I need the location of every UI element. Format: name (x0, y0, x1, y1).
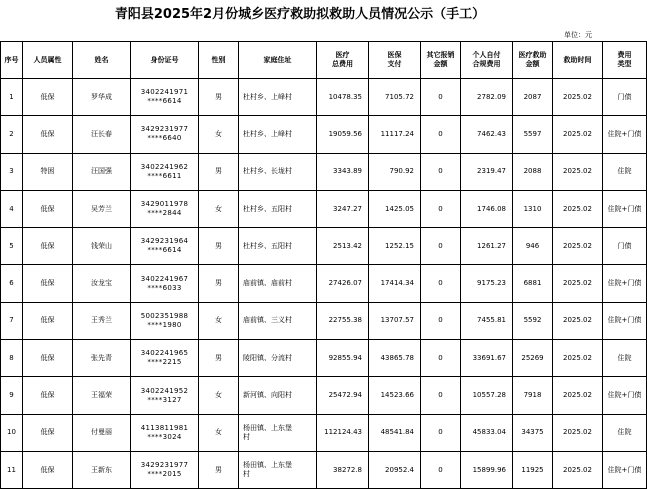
cell-name: 汪国强 (73, 153, 131, 190)
cell-time: 2025.02 (553, 153, 603, 190)
cell-address: 杜村乡、上峰村 (239, 79, 317, 116)
cell-other: 0 (421, 302, 461, 339)
cell-other: 0 (421, 190, 461, 227)
cell-attr: 低保 (23, 265, 73, 302)
page-title: 青阳县2025年2月份城乡医疗救助拟救助人员情况公示（手工） (114, 7, 486, 22)
cell-name: 汪长春 (73, 116, 131, 153)
cell-aid: 34375 (513, 414, 553, 451)
cell-aid: 6881 (513, 265, 553, 302)
header-row (1, 42, 647, 79)
cell-total: 27426.07 (317, 265, 369, 302)
cell-total: 3343.89 (317, 153, 369, 190)
cell-attr: 低保 (23, 377, 73, 414)
cell-type: 门债 (603, 79, 647, 116)
column-header: 人员属性 (23, 42, 73, 79)
cell-insurance: 1425.05 (369, 190, 421, 227)
cell-name: 钱荣山 (73, 228, 131, 265)
cell-sex: 男 (199, 79, 239, 116)
cell-self-pay: 15899.96 (461, 451, 513, 488)
cell-sex: 男 (199, 153, 239, 190)
cell-sex: 男 (199, 451, 239, 488)
cell-name: 王秀兰 (73, 302, 131, 339)
cell-name: 付曼丽 (73, 414, 131, 451)
table-row (1, 79, 647, 116)
cell-other: 0 (421, 340, 461, 377)
table-row (1, 116, 647, 153)
table-row (1, 340, 647, 377)
cell-sex: 男 (199, 228, 239, 265)
cell-other: 0 (421, 265, 461, 302)
cell-type: 住院+门债 (603, 377, 647, 414)
cell-self-pay: 2319.47 (461, 153, 513, 190)
cell-total: 38272.8 (317, 451, 369, 488)
cell-attr: 低保 (23, 451, 73, 488)
cell-self-pay: 2782.09 (461, 79, 513, 116)
column-header: 姓名 (73, 42, 131, 79)
cell-total: 2513.42 (317, 228, 369, 265)
cell-self-pay: 9175.23 (461, 265, 513, 302)
cell-time: 2025.02 (553, 414, 603, 451)
cell-sex: 男 (199, 340, 239, 377)
cell-self-pay: 1261.27 (461, 228, 513, 265)
cell-id: 3429231964 ****6614 (131, 228, 199, 265)
cell-insurance: 17414.34 (369, 265, 421, 302)
cell-id: 3402241952 ****3127 (131, 377, 199, 414)
cell-aid: 7918 (513, 377, 553, 414)
cell-no: 7 (1, 302, 23, 339)
column-header: 个人自付 合规费用 (461, 42, 513, 79)
cell-no: 10 (1, 414, 23, 451)
cell-address: 杜村乡、长垅村 (239, 153, 317, 190)
column-header: 序号 (1, 42, 23, 79)
cell-address: 庙前镇、三义村 (239, 302, 317, 339)
cell-type: 住院 (603, 414, 647, 451)
cell-time: 2025.02 (553, 302, 603, 339)
cell-attr: 低保 (23, 116, 73, 153)
cell-no: 4 (1, 190, 23, 227)
cell-self-pay: 10557.28 (461, 377, 513, 414)
cell-address: 杜村乡、五阳村 (239, 190, 317, 227)
cell-name: 张先青 (73, 340, 131, 377)
cell-sex: 女 (199, 377, 239, 414)
cell-no: 11 (1, 451, 23, 488)
cell-total: 3247.27 (317, 190, 369, 227)
table-row (1, 190, 647, 227)
cell-attr: 低保 (23, 302, 73, 339)
cell-time: 2025.02 (553, 377, 603, 414)
cell-self-pay: 7462.43 (461, 116, 513, 153)
cell-no: 6 (1, 265, 23, 302)
cell-total: 92855.94 (317, 340, 369, 377)
cell-self-pay: 1746.08 (461, 190, 513, 227)
cell-self-pay: 33691.67 (461, 340, 513, 377)
cell-other: 0 (421, 79, 461, 116)
cell-type: 住院 (603, 340, 647, 377)
table-row (1, 451, 647, 488)
cell-insurance: 790.92 (369, 153, 421, 190)
cell-aid: 2088 (513, 153, 553, 190)
cell-time: 2025.02 (553, 79, 603, 116)
cell-no: 9 (1, 377, 23, 414)
cell-id: 3402241967 ****6033 (131, 265, 199, 302)
cell-id: 3402241971 ****6614 (131, 79, 199, 116)
cell-other: 0 (421, 414, 461, 451)
cell-time: 2025.02 (553, 451, 603, 488)
cell-insurance: 13707.57 (369, 302, 421, 339)
cell-type: 住院+门债 (603, 190, 647, 227)
cell-time: 2025.02 (553, 116, 603, 153)
cell-total: 10478.35 (317, 79, 369, 116)
cell-name: 吴芳兰 (73, 190, 131, 227)
cell-id: 5002351988 ****1980 (131, 302, 199, 339)
column-header: 医疗救助 金额 (513, 42, 553, 79)
cell-type: 住院+门债 (603, 265, 647, 302)
cell-address: 庙前镇、庙前村 (239, 265, 317, 302)
aid-table (0, 41, 647, 489)
cell-total: 22755.38 (317, 302, 369, 339)
cell-address: 杨田镇、上东堡 村 (239, 451, 317, 488)
cell-id: 3429231977 ****6640 (131, 116, 199, 153)
column-header: 医疗 总费用 (317, 42, 369, 79)
cell-no: 5 (1, 228, 23, 265)
unit-label: 单位：元 (564, 31, 592, 39)
table-row (1, 377, 647, 414)
cell-name: 王新东 (73, 451, 131, 488)
cell-no: 8 (1, 340, 23, 377)
table-row (1, 302, 647, 339)
cell-type: 住院+门债 (603, 451, 647, 488)
cell-type: 住院+门债 (603, 116, 647, 153)
cell-sex: 女 (199, 302, 239, 339)
cell-name: 汝龙宝 (73, 265, 131, 302)
cell-aid: 1310 (513, 190, 553, 227)
column-header: 医保 支付 (369, 42, 421, 79)
cell-total: 25472.94 (317, 377, 369, 414)
cell-insurance: 48541.84 (369, 414, 421, 451)
cell-name: 罗华成 (73, 79, 131, 116)
cell-total: 112124.43 (317, 414, 369, 451)
cell-time: 2025.02 (553, 340, 603, 377)
table-row (1, 414, 647, 451)
cell-attr: 低保 (23, 228, 73, 265)
cell-address: 陵阳镇、分流村 (239, 340, 317, 377)
cell-type: 门债 (603, 228, 647, 265)
cell-other: 0 (421, 228, 461, 265)
cell-no: 1 (1, 79, 23, 116)
column-header: 身份证号 (131, 42, 199, 79)
cell-id: 3402241962 ****6611 (131, 153, 199, 190)
cell-aid: 946 (513, 228, 553, 265)
table-row (1, 153, 647, 190)
cell-time: 2025.02 (553, 228, 603, 265)
cell-no: 2 (1, 116, 23, 153)
cell-address: 杜村乡、五阳村 (239, 228, 317, 265)
cell-id: 3402241965 ****2215 (131, 340, 199, 377)
cell-sex: 男 (199, 265, 239, 302)
cell-address: 杜村乡、上峰村 (239, 116, 317, 153)
cell-attr: 低保 (23, 190, 73, 227)
cell-name: 王福荣 (73, 377, 131, 414)
cell-other: 0 (421, 377, 461, 414)
cell-aid: 11925 (513, 451, 553, 488)
cell-address: 杨田镇、上东堡 村 (239, 414, 317, 451)
cell-insurance: 11117.24 (369, 116, 421, 153)
cell-type: 住院 (603, 153, 647, 190)
cell-insurance: 7105.72 (369, 79, 421, 116)
cell-self-pay: 7455.81 (461, 302, 513, 339)
table-row (1, 265, 647, 302)
cell-no: 3 (1, 153, 23, 190)
cell-aid: 2087 (513, 79, 553, 116)
table-row (1, 228, 647, 265)
cell-total: 19059.56 (317, 116, 369, 153)
cell-insurance: 43865.78 (369, 340, 421, 377)
column-header: 家庭住址 (239, 42, 317, 79)
cell-other: 0 (421, 116, 461, 153)
cell-aid: 25269 (513, 340, 553, 377)
cell-aid: 5592 (513, 302, 553, 339)
cell-address: 新河镇、向阳村 (239, 377, 317, 414)
cell-attr: 低保 (23, 340, 73, 377)
cell-attr: 特困 (23, 153, 73, 190)
cell-insurance: 1252.15 (369, 228, 421, 265)
cell-type: 住院+门债 (603, 302, 647, 339)
cell-id: 3429231977 ****2015 (131, 451, 199, 488)
cell-other: 0 (421, 451, 461, 488)
cell-sex: 女 (199, 414, 239, 451)
cell-attr: 低保 (23, 414, 73, 451)
cell-sex: 女 (199, 116, 239, 153)
column-header: 性别 (199, 42, 239, 79)
cell-other: 0 (421, 153, 461, 190)
cell-id: 3429011978 ****2844 (131, 190, 199, 227)
cell-self-pay: 45833.04 (461, 414, 513, 451)
column-header: 救助时间 (553, 42, 603, 79)
cell-attr: 低保 (23, 79, 73, 116)
cell-id: 4113811981 ****3024 (131, 414, 199, 451)
column-header: 其它报销 金额 (421, 42, 461, 79)
cell-insurance: 14523.66 (369, 377, 421, 414)
column-header: 费用 类型 (603, 42, 647, 79)
cell-insurance: 20952.4 (369, 451, 421, 488)
cell-time: 2025.02 (553, 190, 603, 227)
cell-time: 2025.02 (553, 265, 603, 302)
cell-sex: 女 (199, 190, 239, 227)
cell-aid: 5597 (513, 116, 553, 153)
